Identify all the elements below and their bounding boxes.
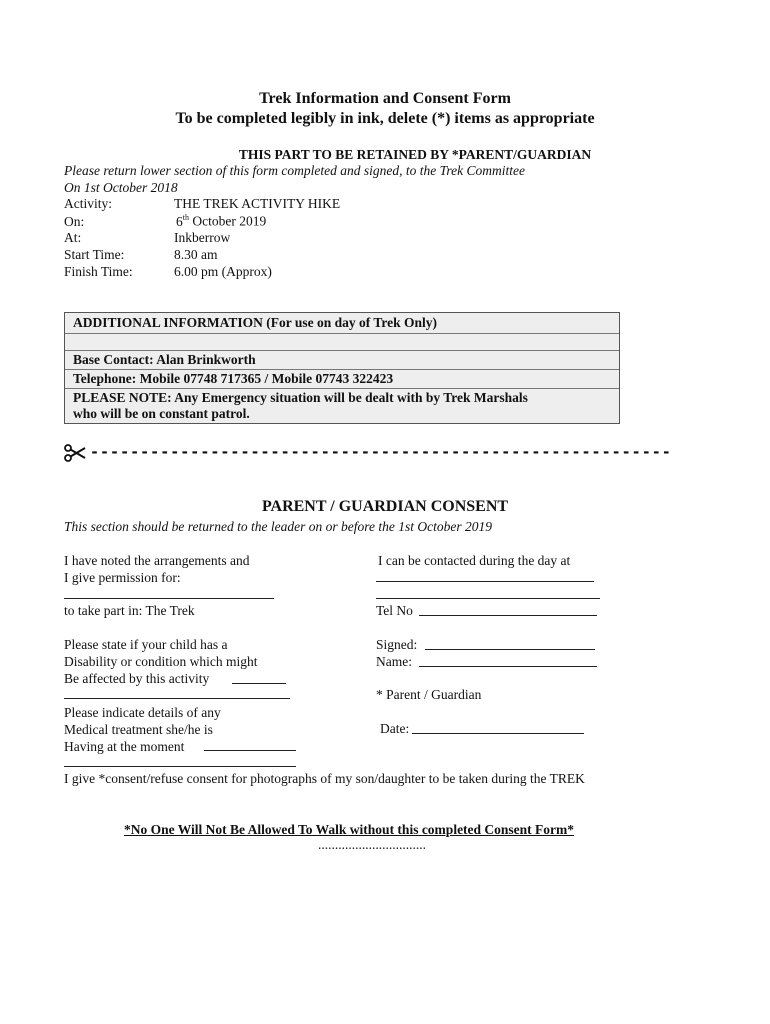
date-label: Date:	[380, 721, 410, 736]
telephone: Telephone: Mobile 07748 717365 / Mobile 07743 322423	[65, 370, 619, 389]
detail-label: On:	[64, 213, 85, 229]
disability-field[interactable]	[64, 698, 290, 699]
cut-line	[64, 443, 672, 462]
detail-value: THE TREK ACTIVITY HIKE	[174, 196, 341, 211]
detail-label: Start Time:	[64, 247, 125, 262]
noted-line2: I give permission for:	[64, 570, 181, 585]
additional-info-blank-row	[65, 334, 619, 351]
detail-label: Activity:	[64, 196, 112, 211]
consent-instruction: This section should be returned to the leader on or before the 1st October 2019	[64, 519, 492, 534]
retain-heading: THIS PART TO BE RETAINED BY *PARENT/GUARDIAN	[238, 147, 592, 162]
medical-line2: Medical treatment she/he is	[64, 722, 213, 737]
contact-field-2[interactable]	[376, 598, 600, 599]
take-part-text: to take part in: The Trek	[64, 603, 195, 618]
disability-line3: Be affected by this activity	[64, 671, 210, 686]
parent-guardian-label: * Parent / Guardian	[376, 687, 482, 702]
detail-value-suffix: th	[182, 213, 189, 222]
disability-field-inline[interactable]	[232, 683, 286, 684]
name-label: Name:	[376, 654, 412, 669]
scissors-icon	[64, 444, 86, 462]
disability-line2: Disability or condition which might	[64, 654, 258, 669]
form-title: Trek Information and Consent Form	[259, 90, 511, 107]
retain-note-line2: On 1st October 2018	[64, 180, 178, 195]
noted-line1: I have noted the arrangements and	[64, 553, 250, 568]
detail-finish-time	[64, 264, 272, 280]
detail-value-month: October 2019	[188, 213, 267, 229]
contact-text: I can be contacted during the day at	[378, 553, 571, 568]
detail-value-day: 6	[176, 213, 183, 229]
form-subtitle: To be completed legibly in ink, delete (*) items as appropriate	[175, 110, 595, 127]
date-field[interactable]	[412, 733, 584, 734]
footer-note: *No One Will Not Be Allowed To Walk without this completed Consent Form*	[124, 822, 575, 837]
detail-location	[64, 230, 230, 246]
tel-field[interactable]	[419, 615, 597, 616]
medical-line3: Having at the moment	[64, 739, 185, 754]
medical-field[interactable]	[64, 766, 296, 767]
medical-line1: Please indicate details of any	[64, 705, 221, 720]
detail-label: Finish Time:	[64, 264, 133, 279]
detail-value: 8.30 am	[174, 247, 218, 262]
additional-info-heading: ADDITIONAL INFORMATION (For use on day of Trek Only)	[65, 313, 619, 334]
please-note	[65, 389, 619, 423]
contact-field-1[interactable]	[376, 581, 594, 582]
please-note-line1: PLEASE NOTE: Any Emergency situation will be dealt with by Trek Marshals	[73, 390, 528, 405]
signed-label: Signed:	[376, 637, 418, 652]
footer-dots: ................................	[318, 837, 426, 852]
detail-value: Inkberrow	[174, 230, 231, 245]
base-contact: Base Contact: Alan Brinkworth	[65, 351, 619, 370]
detail-start-time	[64, 247, 218, 263]
photo-consent: I give *consent/refuse consent for photographs of my son/daughter to be taken during the TREK	[64, 771, 585, 786]
tel-label: Tel No	[376, 603, 413, 618]
cut-dashes: ----------------------------------------------------------	[90, 443, 672, 461]
consent-heading: PARENT / GUARDIAN CONSENT	[261, 498, 509, 515]
disability-line1: Please state if your child has a	[64, 637, 228, 652]
detail-value: 6.00 pm (Approx)	[174, 264, 272, 279]
detail-label: At:	[64, 230, 82, 245]
signed-field[interactable]	[425, 649, 595, 650]
retain-note-line1: Please return lower section of this form completed and signed, to the Trek Committee	[64, 163, 525, 178]
additional-info-box	[64, 312, 620, 424]
detail-activity	[64, 196, 340, 212]
please-note-line2: who will be on constant patrol.	[73, 406, 250, 421]
detail-date	[64, 213, 266, 230]
medical-field-inline[interactable]	[204, 750, 296, 751]
name-field[interactable]	[419, 666, 597, 667]
child-name-field[interactable]	[64, 598, 274, 599]
